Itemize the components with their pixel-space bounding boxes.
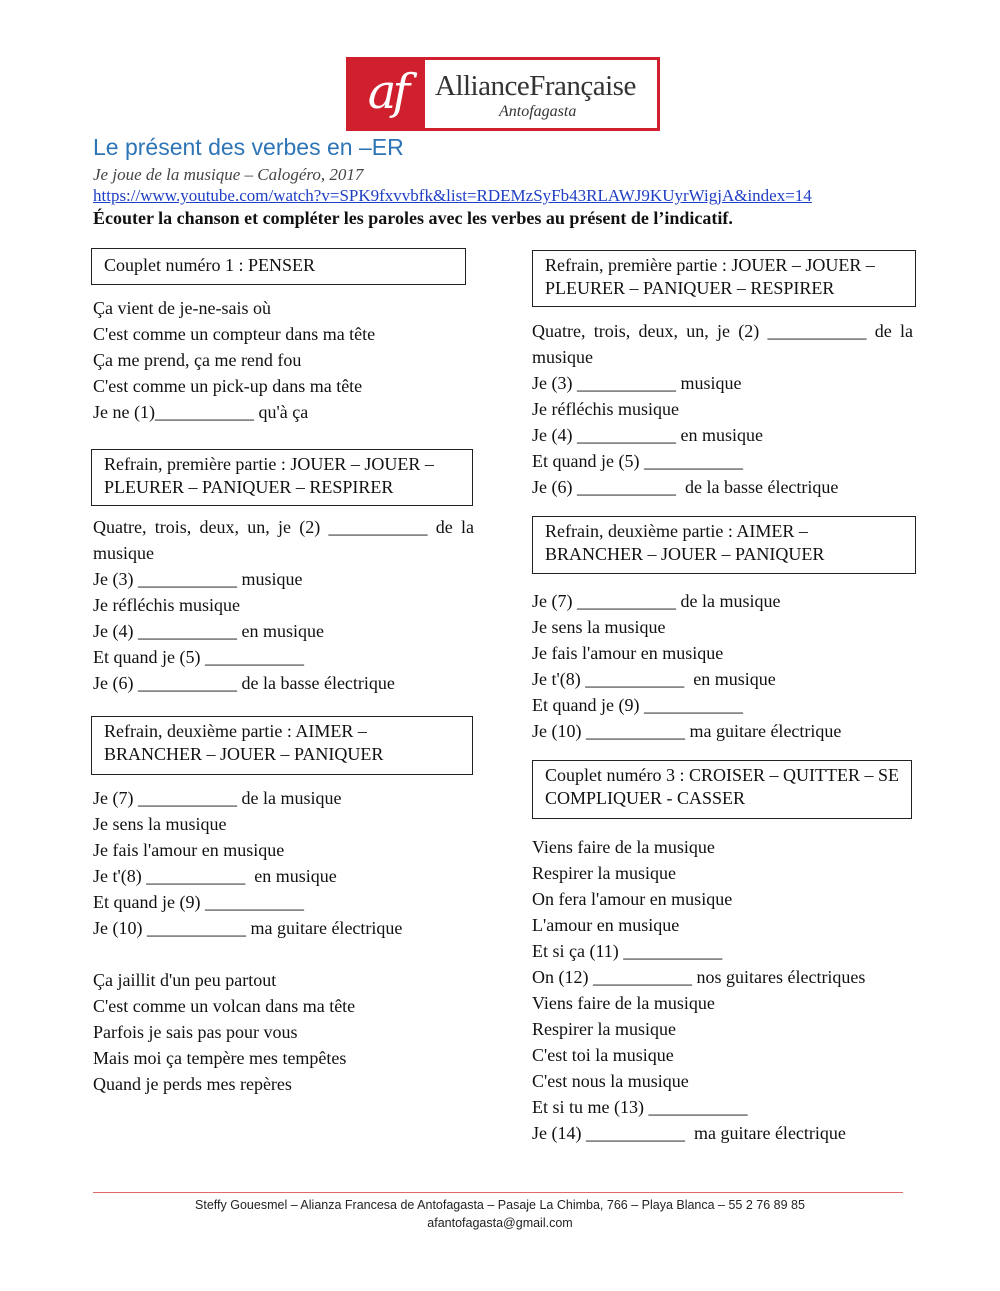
refrain-2-box-left: Refrain, deuxième partie : AIMER – BRANCHER – JOUER – PANIQUER — [91, 716, 473, 775]
song-subtitle: Je joue de la musique – Calogéro, 2017 — [93, 165, 364, 184]
lyric-line: C'est comme un compteur dans ma tête — [93, 324, 376, 344]
lyric-line: Je réfléchis musique — [93, 595, 240, 615]
lyric-line-blank-7[interactable]: Je (7) ___________ de la musique — [93, 788, 342, 808]
lyric-line-blank-3[interactable]: Je (3) ___________ musique — [93, 569, 303, 589]
refrain-2-lyrics-right — [532, 588, 922, 744]
footer-divider — [93, 1192, 903, 1193]
lyric-line: Viens faire de la musique — [532, 993, 715, 1013]
lyric-line-blank-10[interactable]: Je (10) ___________ ma guitare électrique — [532, 721, 842, 741]
page-title: Le présent des verbes en –ER — [93, 134, 404, 160]
lyric-line: L'amour en musique — [532, 915, 680, 935]
lyric-line: C'est toi la musique — [532, 1045, 674, 1065]
logo-name: AllianceFrançaise — [435, 70, 636, 102]
lyric-line-blank-13[interactable]: Et si tu me (13) ___________ — [532, 1097, 748, 1117]
lyric-line-blank-9[interactable]: Et quand je (9) ___________ — [93, 892, 304, 912]
lyric-line-blank-8[interactable]: Je t'(8) ___________ en musique — [93, 866, 337, 886]
lyric-line: Ça vient de je-ne-sais où — [93, 298, 271, 318]
lyric-line-blank-5[interactable]: Et quand je (5) ___________ — [532, 451, 743, 471]
refrain-1-box-left: Refrain, première partie : JOUER – JOUER – PLEURER – PANIQUER – RESPIRER — [91, 449, 473, 506]
lyric-line-blank-11[interactable]: Et si ça (11) ___________ — [532, 941, 723, 961]
lyric-line: Viens faire de la musique — [532, 837, 715, 857]
couplet-3-lyrics — [532, 834, 932, 1146]
lyric-line: Quand je perds mes repères — [93, 1074, 292, 1094]
lyric-line: Mais moi ça tempère mes tempêtes — [93, 1048, 347, 1068]
instruction-text: Écouter la chanson et compléter les paroles avec les verbes au présent de l’indicatif. — [93, 208, 733, 228]
refrain-1-lyrics-right — [532, 318, 913, 500]
lyric-line: Je réfléchis musique — [532, 399, 679, 419]
lyric-line: Je fais l'amour en musique — [532, 643, 724, 663]
youtube-link[interactable]: https://www.youtube.com/watch?v=SPK9fxvvbfk&list=RDEMzSyFb43RLAWJ9KUyrWigjA&index=14 — [93, 186, 812, 205]
lyric-line: On fera l'amour en musique — [532, 889, 733, 909]
couplet-2-lyrics — [93, 967, 483, 1097]
refrain-1-box-right: Refrain, première partie : JOUER – JOUER – PLEURER – PANIQUER – RESPIRER — [532, 250, 916, 307]
refrain-1-lyrics-left — [93, 514, 474, 696]
lyric-line-blank-6[interactable]: Je (6) ___________ de la basse électrique — [532, 477, 839, 497]
af-logo-mark: af — [349, 60, 425, 128]
lyric-line: C'est nous la musique — [532, 1071, 689, 1091]
refrain-2-lyrics-left — [93, 785, 483, 941]
lyric-line-blank-5[interactable]: Et quand je (5) ___________ — [93, 647, 304, 667]
lyric-line: C'est comme un pick-up dans ma tête — [93, 376, 363, 396]
logo-city: Antofagasta — [499, 103, 577, 120]
lyric-line: Ça me prend, ça me rend fou — [93, 350, 302, 370]
lyric-line-blank-14[interactable]: Je (14) ___________ ma guitare électrique — [532, 1123, 846, 1143]
alliance-francaise-logo — [346, 57, 660, 131]
lyric-line: Respirer la musique — [532, 1019, 676, 1039]
lyric-line-blank-3[interactable]: Je (3) ___________ musique — [532, 373, 742, 393]
lyric-line-blank-4[interactable]: Je (4) ___________ en musique — [93, 621, 324, 641]
lyric-line: Parfois je sais pas pour vous — [93, 1022, 298, 1042]
couplet-1-box: Couplet numéro 1 : PENSER — [91, 248, 466, 285]
lyric-line: Je sens la musique — [532, 617, 666, 637]
lyric-line-blank-10[interactable]: Je (10) ___________ ma guitare électrique — [93, 918, 403, 938]
refrain-2-box-right: Refrain, deuxième partie : AIMER – BRANCHER – JOUER – PANIQUER — [532, 516, 916, 574]
footer-address: Steffy Gouesmel – Alianza Francesa de Antofagasta – Pasaje La Chimba, 766 – Playa Blanca – 55 2 76 89 85 — [195, 1198, 805, 1212]
lyric-line-blank-8[interactable]: Je t'(8) ___________ en musique — [532, 669, 776, 689]
lyric-line-blank-1[interactable]: Je ne (1)___________ qu'à ça — [93, 402, 309, 422]
lyric-line-blank-6[interactable]: Je (6) ___________ de la basse électrique — [93, 673, 395, 693]
lyric-line-blank-2[interactable]: Quatre, trois, deux, un, je (2) ___________ de la musique — [93, 517, 474, 563]
lyric-line: Je sens la musique — [93, 814, 227, 834]
couplet-1-lyrics — [93, 295, 483, 425]
lyric-line-blank-7[interactable]: Je (7) ___________ de la musique — [532, 591, 781, 611]
lyric-line: Ça jaillit d'un peu partout — [93, 970, 277, 990]
lyric-line: C'est comme un volcan dans ma tête — [93, 996, 356, 1016]
lyric-line: Respirer la musique — [532, 863, 676, 883]
lyric-line-blank-2[interactable]: Quatre, trois, deux, un, je (2) ___________ de la musique — [532, 321, 913, 367]
lyric-line-blank-4[interactable]: Je (4) ___________ en musique — [532, 425, 763, 445]
lyric-line: Je fais l'amour en musique — [93, 840, 285, 860]
lyric-line-blank-9[interactable]: Et quand je (9) ___________ — [532, 695, 743, 715]
couplet-3-box: Couplet numéro 3 : CROISER – QUITTER – SE COMPLIQUER - CASSER — [532, 760, 912, 819]
footer-email: afantofagasta@gmail.com — [427, 1216, 573, 1230]
lyric-line-blank-12[interactable]: On (12) ___________ nos guitares électriques — [532, 967, 866, 987]
